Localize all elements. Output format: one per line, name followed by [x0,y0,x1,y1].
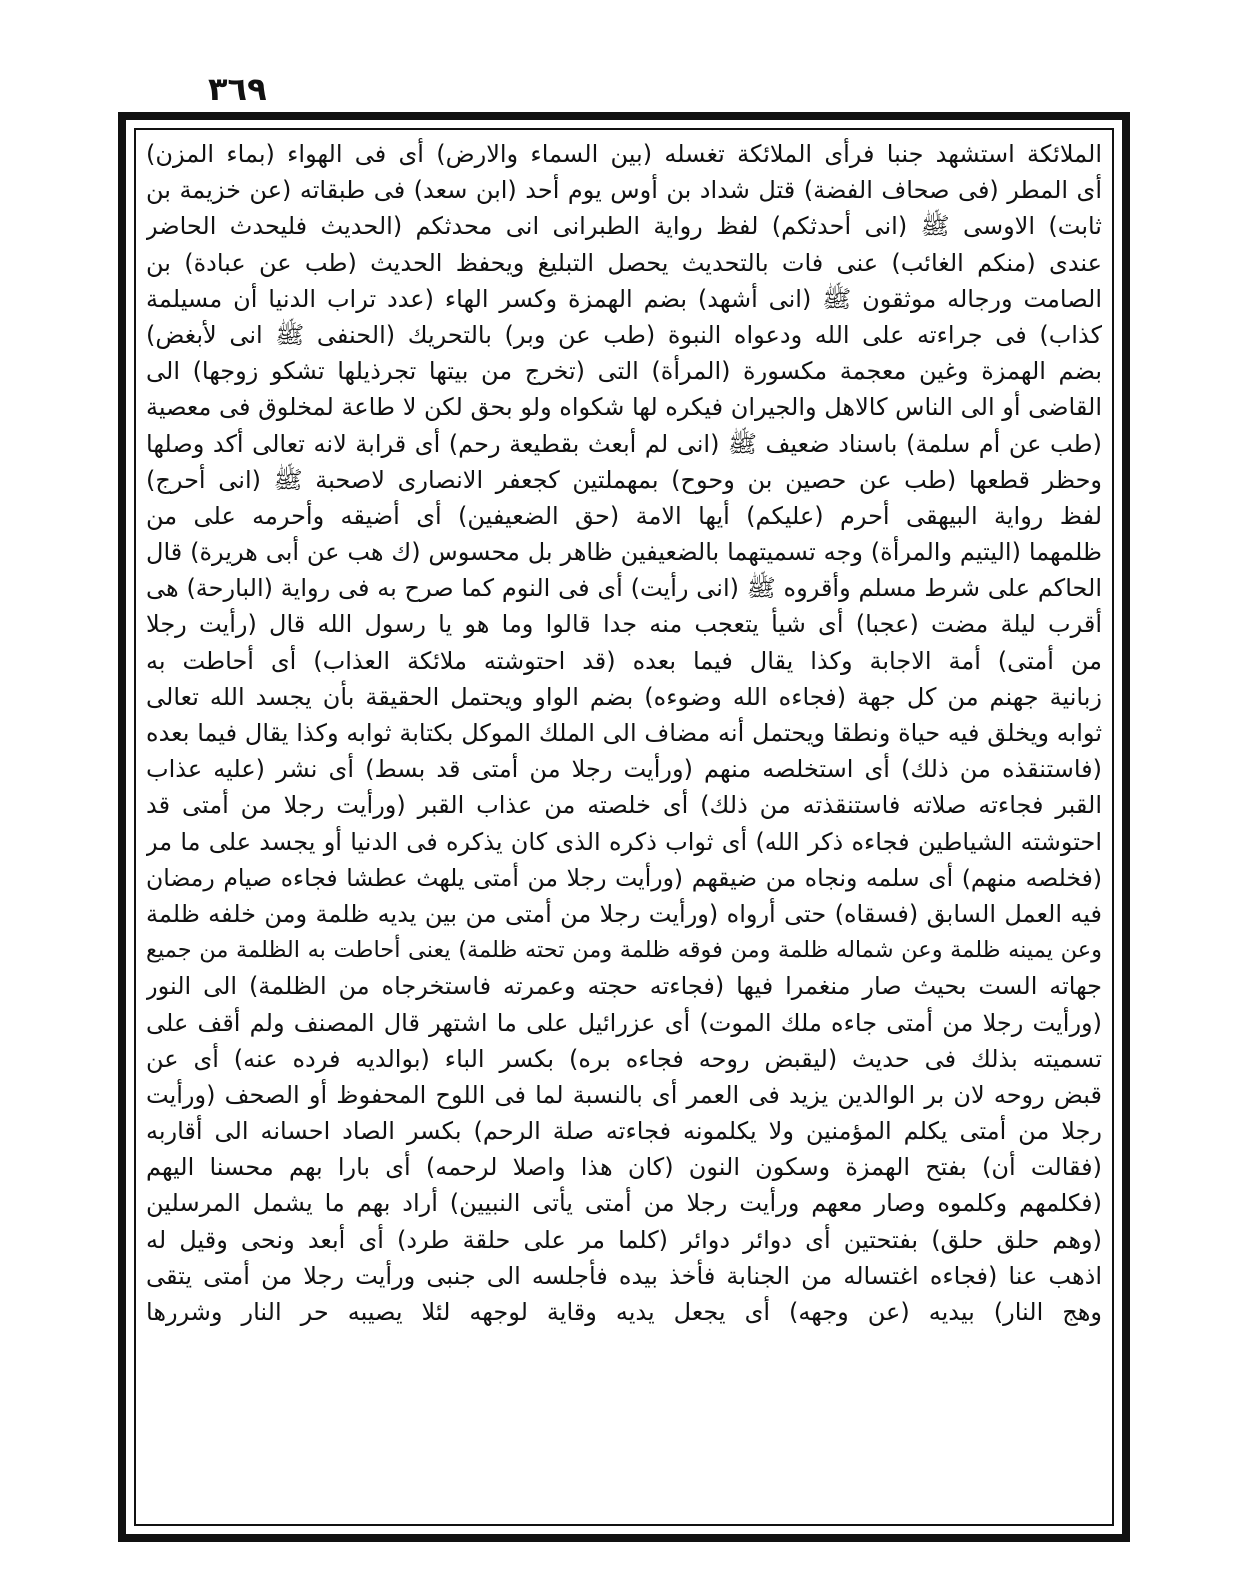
page-number: ٣٦٩ [208,70,267,108]
text-line: (فاستنقذه من ذلك) أى استخلصه منهم (ورأيت رجلا من أمتى قد بسط) أى نشر (عليه عذاب [146,755,1102,784]
text-line: (فكلمهم وكلموه وصار معهم ورأيت رجلا من أمتى يأتى النبيين) أراد بهم ما يشمل المرسلين [146,1189,1102,1218]
text-line: القاضى أو الى الناس كالاهل والجيران فيكره لها شكواه ولو بحق لكن لا طاعة لمخلوق فى معصية [146,393,1102,422]
text-line: القبر فجاءته صلاته فاستنقذته من ذلك) أى خلصته من عذاب القبر (ورأيت رجلا من أمتى قد [146,791,1102,820]
text-line: أى المطر (فى صحاف الفضة) قتل شداد بن أوس يوم أحد (ابن سعد) فى طبقاته (عن خزيمة بن [146,176,1102,205]
text-line: الحاكم على شرط مسلم وأقروه ﷺ (انى رأيت) أى فى النوم كما صرح به فى رواية (البارحة) هى [146,574,1102,603]
text-line: وعن يمينه ظلمة وعن شماله ظلمة ومن فوقه ظلمة ومن تحته ظلمة) يعنى أحاطت به الظلمة من جميع [146,937,1102,964]
text-line: كذاب) فى جراءته على الله ودعواه النبوة (طب عن وبر) بالتحريك (الحنفى ﷺ انى لأبغض) [146,320,1102,349]
text-line: اذهب عنا (فجاءه اغتساله من الجنابة فأخذ بيده فأجلسه الى جنبى ورأيت رجلا من أمتى يتقى [146,1261,1102,1290]
text-line: (ورأيت رجلا من أمتى جاءه ملك الموت) أى عزرائيل على ما اشتهر قال المصنف ولم أقف على [146,1008,1102,1037]
text-line: (طب عن أم سلمة) باسناد ضعيف ﷺ (انى لم أبعث بقطيعة رحم) أى قرابة لانه تعالى أكد وصلها [146,429,1102,458]
text-line: ظلمهما (اليتيم والمرأة) وجه تسميتهما بالضعيفين ظاهر بل محسوس (ك هب عن أبى هريرة) قال [146,538,1102,567]
text-line: قبض روحه لان بر الوالدين يزيد فى العمر أى بالنسبة لما فى اللوح المحفوظ أو الصحف (ورأيت [146,1080,1102,1109]
text-line: (فخلصه منهم) أى سلمه ونجاه من ضيقهم (ورأيت رجلا من أمتى يلهث عطشا فجاءه صيام رمضان [146,863,1102,892]
text-line: لفظ رواية البيهقى أحرم (عليكم) أيها الامة (حق الضعيفين) أى أضيقه وأحرمه على من [146,501,1102,530]
text-line: ثوابه ويخلق فيه حياة ونطقا ويحتمل أنه مضاف الى الملك الموكل بكتابة ثوابه وكذا يقال فيما بعده [146,719,1102,747]
text-line: رجلا من أمتى يكلم المؤمنين ولا يكلمونه فجاءته صلة الرحم) بكسر الصاد احسانه الى أقاربه [146,1117,1102,1146]
text-line: الملائكة استشهد جنبا فرأى الملائكة تغسله (بين السماء والارض) أى فى الهواء (بماء المزن) [146,140,1102,168]
text-line: (فقالت أن) بفتح الهمزة وسكون النون (كان هذا واصلا لرحمه) أى بارا بهم محسنا اليهم [146,1153,1102,1182]
text-line: وهج النار) بيديه (عن وجهه) أى يجعل يديه وقاية لوجهه لئلا يصيبه حر النار وشررها [146,1298,1102,1326]
text-line: وحظر قطعها (طب عن حصين بن وحوح) بمهملتين كجعفر الانصارى لاصحبة ﷺ (انى أحرج) [146,465,1102,494]
text-line: ثابت) الاوسى ﷺ (انى أحدثكم) لفظ رواية الطبرانى انى محدثكم (الحديث فليحدث الحاضر [146,212,1102,241]
text-line: من أمتى) أمة الاجابة وكذا يقال فيما بعده (قد احتوشته ملائكة العذاب) أى أحاطت به [146,646,1102,675]
text-line: زبانية جهنم من كل جهة (فجاءه الله وضوءه) بضم الواو ويحتمل الحقيقة بأن يجسد الله تعالى [146,682,1102,711]
text-line: احتوشته الشياطين فجاءه ذكر الله) أى ثواب ذكره الذى كان يذكره فى الدنيا أو يجسد على ما مر [146,827,1102,856]
text-line: الصامت ورجاله موثقون ﷺ (انى أشهد) بضم الهمزة وكسر الهاء (عدد تراب الدنيا أن مسيلمة [146,284,1102,313]
text-line: فيه العمل السابق (فسقاه) حتى أرواه (ورأيت رجلا من أمتى من بين يديه ظلمة ومن خلفه ظلمة [146,899,1102,928]
text-line: جهاته الست بحيث صار منغمرا فيها (فجاءته حجته وعمرته فاستخرجاه من الظلمة) الى النور [146,972,1102,1001]
text-line: أقرب ليلة مضت (عجبا) أى شيأ يتعجب منه جدا قالوا وما هو يا رسول الله قال (رأيت رجلا [146,610,1102,639]
text-line: بضم الهمزة وغين معجمة مكسورة (المرأة) التى (تخرج من بيتها تجرذيلها تشكو زوجها) الى [146,357,1102,386]
text-line: عندى (منكم الغائب) عنى فات بالتحديث يحصل التبليغ ويحفظ الحديث (طب عن عبادة) بن [146,248,1102,277]
text-line: تسميته بذلك فى حديث (ليقبض روحه فجاءه بره) بكسر الباء (بوالديه فرده عنه) أى عن [146,1044,1102,1073]
commentary-text [146,136,1102,1518]
text-line: (وهم حلق حلق) بفتحتين أى دوائر دوائر (كلما مر على حلقة طرد) أى أبعد ونحى وقيل له [146,1225,1102,1254]
